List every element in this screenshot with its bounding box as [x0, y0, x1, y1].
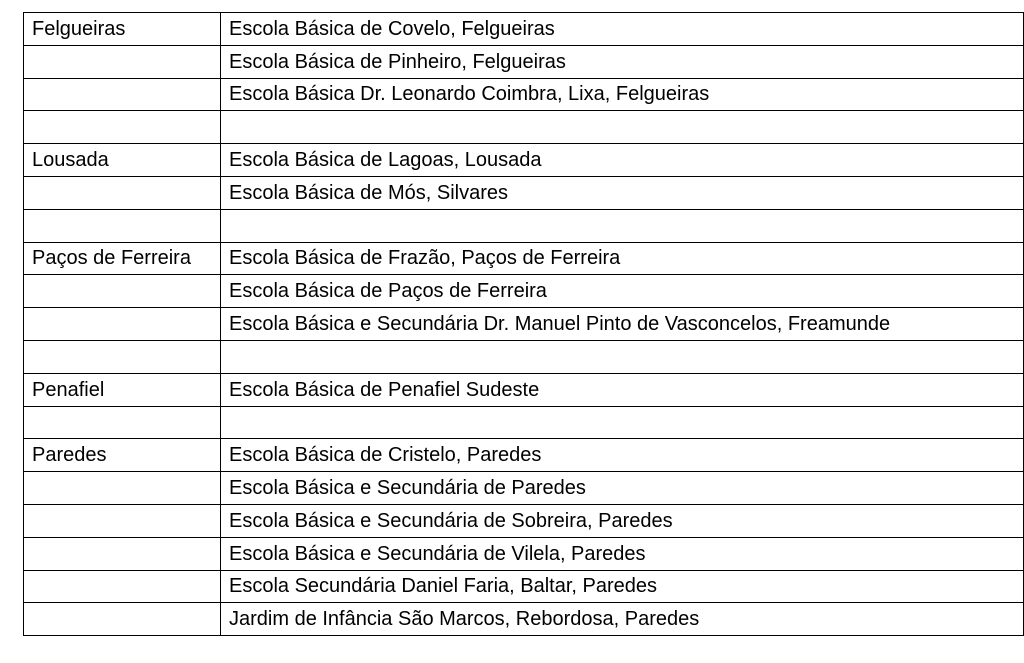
municipality-cell: [24, 537, 221, 570]
table-row: [24, 111, 1024, 144]
school-cell: Escola Básica de Covelo, Felgueiras: [221, 13, 1024, 46]
table-row: [24, 603, 1024, 636]
table-row: [24, 242, 1024, 275]
municipality-cell: [24, 111, 221, 144]
school-cell: Escola Básica de Cristelo, Paredes: [221, 439, 1024, 472]
school-cell: Escola Básica e Secundária de Paredes: [221, 472, 1024, 505]
table-row: [24, 340, 1024, 373]
table-row: [24, 504, 1024, 537]
municipality-cell: Lousada: [24, 144, 221, 177]
school-cell: Escola Básica Dr. Leonardo Coimbra, Lixa, Felgueiras: [221, 78, 1024, 111]
municipality-cell: [24, 308, 221, 341]
school-cell: Escola Básica de Penafiel Sudeste: [221, 373, 1024, 406]
municipality-cell: [24, 406, 221, 439]
municipality-cell: [24, 340, 221, 373]
municipality-cell: [24, 45, 221, 78]
schools-table: [23, 12, 1024, 636]
municipality-cell: [24, 209, 221, 242]
school-cell: Jardim de Infância São Marcos, Rebordosa, Paredes: [221, 603, 1024, 636]
municipality-cell: [24, 275, 221, 308]
table-row: [24, 13, 1024, 46]
municipality-cell: [24, 570, 221, 603]
table-row: [24, 209, 1024, 242]
municipality-cell: Penafiel: [24, 373, 221, 406]
school-cell: [221, 340, 1024, 373]
municipality-cell: Paredes: [24, 439, 221, 472]
table-row: [24, 308, 1024, 341]
table-row: [24, 406, 1024, 439]
table-row: [24, 373, 1024, 406]
table-row: [24, 275, 1024, 308]
school-cell: Escola Básica e Secundária Dr. Manuel Pinto de Vasconcelos, Freamunde: [221, 308, 1024, 341]
school-cell: [221, 209, 1024, 242]
schools-table-body: [24, 13, 1024, 636]
school-cell: [221, 406, 1024, 439]
school-cell: Escola Básica e Secundária de Vilela, Paredes: [221, 537, 1024, 570]
table-row: [24, 570, 1024, 603]
school-cell: [221, 111, 1024, 144]
municipality-cell: [24, 603, 221, 636]
municipality-cell: [24, 472, 221, 505]
municipality-cell: [24, 78, 221, 111]
school-cell: Escola Básica e Secundária de Sobreira, Paredes: [221, 504, 1024, 537]
table-row: [24, 439, 1024, 472]
municipality-cell: Felgueiras: [24, 13, 221, 46]
school-cell: Escola Básica de Lagoas, Lousada: [221, 144, 1024, 177]
municipality-cell: [24, 504, 221, 537]
table-row: [24, 176, 1024, 209]
table-row: [24, 537, 1024, 570]
municipality-cell: Paços de Ferreira: [24, 242, 221, 275]
table-row: [24, 78, 1024, 111]
table-row: [24, 144, 1024, 177]
municipality-cell: [24, 176, 221, 209]
table-row: [24, 472, 1024, 505]
school-cell: Escola Básica de Frazão, Paços de Ferreira: [221, 242, 1024, 275]
table-row: [24, 45, 1024, 78]
school-cell: Escola Básica de Paços de Ferreira: [221, 275, 1024, 308]
school-cell: Escola Básica de Mós, Silvares: [221, 176, 1024, 209]
school-cell: Escola Básica de Pinheiro, Felgueiras: [221, 45, 1024, 78]
school-cell: Escola Secundária Daniel Faria, Baltar, Paredes: [221, 570, 1024, 603]
